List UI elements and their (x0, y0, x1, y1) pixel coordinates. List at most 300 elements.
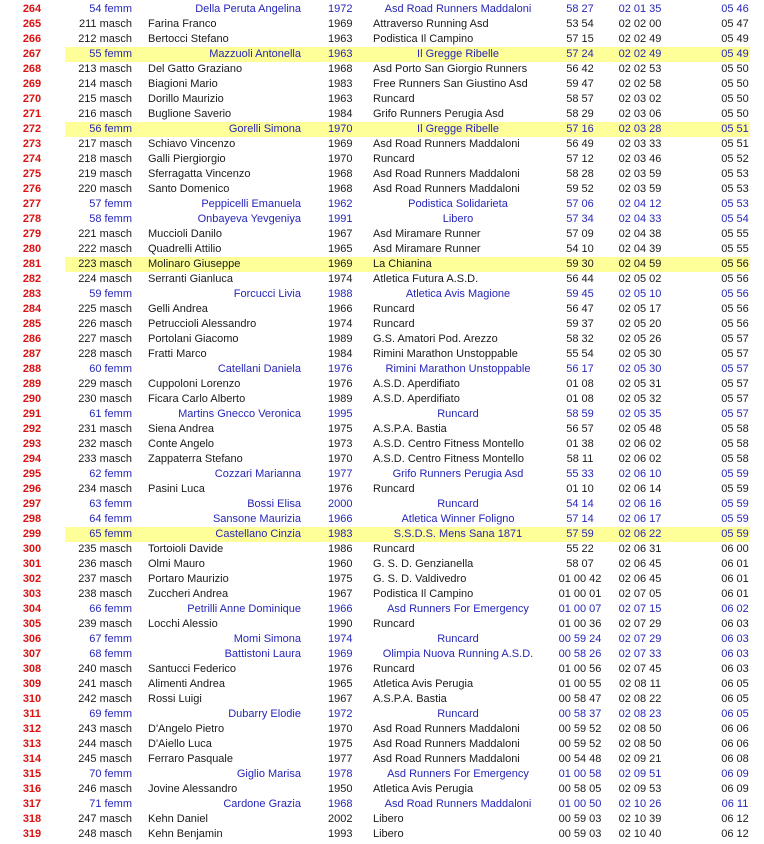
finish-time: 02 06 10 (618, 468, 662, 480)
birth-year: 1970 (328, 453, 353, 465)
result-row (0, 347, 764, 362)
athlete-name: Zappaterra Stefano (148, 453, 243, 465)
athlete-name: Galli Piergiorgio (148, 153, 226, 165)
birth-year: 1962 (328, 198, 353, 210)
category-rank: 238 masch (78, 588, 132, 600)
category-rank: 221 masch (78, 228, 132, 240)
athlete-name: Bossi Elisa (247, 498, 301, 510)
pace-per-km: 05 58 (721, 438, 749, 450)
result-row (0, 452, 764, 467)
birth-year: 1969 (328, 648, 353, 660)
overall-position: 313 (22, 738, 42, 750)
team-name: Podistica Il Campino (373, 33, 474, 45)
team-name: Runcard (373, 543, 415, 555)
birth-year: 1968 (328, 63, 353, 75)
overall-position: 272 (22, 123, 42, 135)
split-time: 00 58 26 (558, 648, 602, 660)
birth-year: 1967 (328, 228, 353, 240)
result-row (0, 47, 764, 62)
birth-year: 1990 (328, 618, 353, 630)
pace-per-km: 06 01 (721, 573, 749, 585)
finish-time: 02 01 35 (618, 3, 662, 15)
split-time: 55 22 (566, 543, 594, 555)
split-time: 00 59 52 (558, 738, 602, 750)
category-rank: 235 masch (78, 543, 132, 555)
pace-per-km: 05 59 (721, 483, 749, 495)
birth-year: 1983 (328, 528, 353, 540)
finish-time: 02 02 49 (618, 48, 662, 60)
team-name: Asd Road Runners Maddaloni (384, 3, 532, 15)
finish-time: 02 07 45 (618, 663, 662, 675)
finish-time: 02 05 30 (618, 363, 662, 375)
overall-position: 317 (22, 798, 42, 810)
finish-time: 02 05 31 (618, 378, 662, 390)
team-name: Runcard (437, 633, 479, 645)
split-time: 57 15 (566, 33, 594, 45)
finish-time: 02 05 10 (618, 288, 662, 300)
finish-time: 02 07 29 (618, 618, 662, 630)
category-rank: 58 femm (89, 213, 132, 225)
finish-time: 02 08 11 (618, 678, 661, 690)
birth-year: 1995 (328, 408, 353, 420)
overall-position: 282 (22, 273, 42, 285)
overall-position: 290 (22, 393, 42, 405)
pace-per-km: 05 53 (721, 198, 749, 210)
result-row (0, 227, 764, 242)
overall-position: 293 (22, 438, 42, 450)
split-time: 01 00 07 (558, 603, 602, 615)
overall-position: 299 (22, 528, 42, 540)
overall-position: 305 (22, 618, 42, 630)
pace-per-km: 05 57 (721, 393, 749, 405)
category-rank: 59 femm (89, 288, 132, 300)
category-rank: 60 femm (89, 363, 132, 375)
split-time: 00 59 03 (558, 813, 602, 825)
team-name: S.S.D.S. Mens Sana 1871 (393, 528, 523, 540)
athlete-name: Buglione Saverio (148, 108, 232, 120)
category-rank: 225 masch (78, 303, 132, 315)
athlete-name: Muccioli Danilo (148, 228, 222, 240)
finish-time: 02 03 33 (618, 138, 662, 150)
pace-per-km: 05 49 (721, 33, 749, 45)
birth-year: 1977 (328, 468, 353, 480)
birth-year: 1970 (328, 123, 353, 135)
birth-year: 1976 (328, 363, 353, 375)
split-time: 01 00 56 (558, 663, 602, 675)
category-rank: 229 masch (78, 378, 132, 390)
birth-year: 1974 (328, 318, 353, 330)
overall-position: 280 (22, 243, 42, 255)
birth-year: 1963 (328, 93, 353, 105)
overall-position: 266 (22, 33, 42, 45)
finish-time: 02 10 39 (618, 813, 662, 825)
category-rank: 67 femm (89, 633, 132, 645)
overall-position: 298 (22, 513, 42, 525)
result-row (0, 362, 764, 377)
team-name: Asd Porto San Giorgio Runners (373, 63, 528, 75)
birth-year: 1984 (328, 108, 353, 120)
split-time: 01 08 (566, 378, 594, 390)
birth-year: 1968 (328, 798, 353, 810)
split-time: 58 59 (566, 408, 594, 420)
split-time: 01 00 01 (558, 588, 602, 600)
finish-time: 02 08 22 (618, 693, 662, 705)
athlete-name: Gelli Andrea (148, 303, 208, 315)
split-time: 01 10 (566, 483, 594, 495)
athlete-name: Quadrelli Attilio (148, 243, 222, 255)
result-row (0, 407, 764, 422)
team-name: Asd Road Runners Maddaloni (384, 798, 532, 810)
pace-per-km: 06 09 (721, 783, 749, 795)
overall-position: 300 (22, 543, 42, 555)
category-rank: 241 masch (78, 678, 132, 690)
team-name: Runcard (373, 303, 415, 315)
category-rank: 226 masch (78, 318, 132, 330)
team-name: G. S. D. Genzianella (373, 558, 474, 570)
split-time: 57 24 (566, 48, 594, 60)
athlete-name: Molinaro Giuseppe (148, 258, 241, 270)
category-rank: 57 femm (89, 198, 132, 210)
split-time: 01 00 55 (558, 678, 602, 690)
category-rank: 244 masch (78, 738, 132, 750)
pace-per-km: 05 56 (721, 303, 749, 315)
category-rank: 213 masch (78, 63, 132, 75)
overall-position: 304 (22, 603, 42, 615)
pace-per-km: 05 51 (721, 123, 749, 135)
result-row (0, 737, 764, 752)
result-row (0, 302, 764, 317)
birth-year: 1993 (328, 828, 353, 840)
pace-per-km: 05 57 (721, 408, 749, 420)
pace-per-km: 05 57 (721, 348, 749, 360)
team-name: Asd Miramare Runner (373, 228, 481, 240)
result-row (0, 632, 764, 647)
team-name: Asd Runners For Emergency (387, 603, 529, 615)
overall-position: 296 (22, 483, 42, 495)
split-time: 00 58 47 (558, 693, 602, 705)
team-name: Runcard (373, 153, 415, 165)
team-name: Libero (442, 213, 474, 225)
finish-time: 02 02 58 (618, 78, 662, 90)
result-row (0, 392, 764, 407)
pace-per-km: 05 53 (721, 168, 749, 180)
athlete-name: Rossi Luigi (148, 693, 202, 705)
split-time: 57 16 (566, 123, 594, 135)
result-row (0, 137, 764, 152)
birth-year: 1966 (328, 603, 353, 615)
athlete-name: Martins Gnecco Veronica (178, 408, 301, 420)
finish-time: 02 05 48 (618, 423, 662, 435)
split-time: 56 57 (566, 423, 594, 435)
category-rank: 216 masch (78, 108, 132, 120)
category-rank: 218 masch (78, 153, 132, 165)
split-time: 01 00 50 (558, 798, 602, 810)
category-rank: 219 masch (78, 168, 132, 180)
result-row (0, 812, 764, 827)
overall-position: 308 (22, 663, 42, 675)
split-time: 58 29 (566, 108, 594, 120)
team-name: Asd Road Runners Maddaloni (373, 183, 520, 195)
overall-position: 319 (22, 828, 42, 840)
result-row (0, 707, 764, 722)
finish-time: 02 05 20 (618, 318, 662, 330)
birth-year: 1989 (328, 333, 353, 345)
result-row (0, 107, 764, 122)
pace-per-km: 06 02 (721, 603, 749, 615)
finish-time: 02 05 35 (618, 408, 662, 420)
athlete-name: Zuccheri Andrea (148, 588, 229, 600)
result-row (0, 287, 764, 302)
pace-per-km: 05 57 (721, 378, 749, 390)
birth-year: 1968 (328, 168, 353, 180)
result-row (0, 767, 764, 782)
pace-per-km: 06 05 (721, 693, 749, 705)
result-row (0, 332, 764, 347)
finish-time: 02 02 49 (618, 33, 662, 45)
overall-position: 281 (22, 258, 42, 270)
finish-time: 02 04 38 (618, 228, 662, 240)
pace-per-km: 05 49 (721, 48, 749, 60)
athlete-name: Pasini Luca (148, 483, 205, 495)
overall-position: 306 (22, 633, 42, 645)
split-time: 56 49 (566, 138, 594, 150)
pace-per-km: 05 59 (721, 498, 749, 510)
overall-position: 301 (22, 558, 42, 570)
team-name: Runcard (373, 318, 415, 330)
result-row (0, 557, 764, 572)
category-rank: 212 masch (78, 33, 132, 45)
overall-position: 273 (22, 138, 42, 150)
finish-time: 02 04 33 (618, 213, 662, 225)
birth-year: 1972 (328, 3, 353, 15)
result-row (0, 422, 764, 437)
birth-year: 1969 (328, 138, 353, 150)
split-time: 58 07 (566, 558, 594, 570)
birth-year: 1991 (328, 213, 353, 225)
athlete-name: Castellano Cinzia (215, 528, 301, 540)
team-name: Libero (373, 813, 404, 825)
result-row (0, 602, 764, 617)
split-time: 00 59 24 (558, 633, 602, 645)
team-name: La Chianina (373, 258, 432, 270)
category-rank: 56 femm (89, 123, 132, 135)
birth-year: 1970 (328, 153, 353, 165)
athlete-name: Dubarry Elodie (228, 708, 301, 720)
result-row (0, 587, 764, 602)
result-row (0, 797, 764, 812)
overall-position: 279 (22, 228, 42, 240)
athlete-name: Siena Andrea (148, 423, 215, 435)
split-time: 56 17 (566, 363, 594, 375)
result-row (0, 377, 764, 392)
split-time: 00 59 52 (558, 723, 602, 735)
overall-position: 286 (22, 333, 42, 345)
athlete-name: Cozzari Marianna (214, 468, 301, 480)
athlete-name: Alimenti Andrea (148, 678, 226, 690)
athlete-name: Petrilli Anne Dominique (187, 603, 301, 615)
pace-per-km: 05 50 (721, 63, 749, 75)
overall-position: 275 (22, 168, 42, 180)
results-table (0, 2, 764, 842)
result-row (0, 197, 764, 212)
birth-year: 2002 (328, 813, 353, 825)
team-name: Runcard (437, 708, 479, 720)
category-rank: 232 masch (78, 438, 132, 450)
finish-time: 02 04 39 (618, 243, 662, 255)
result-row (0, 482, 764, 497)
category-rank: 211 masch (79, 18, 132, 30)
split-time: 54 14 (566, 498, 594, 510)
finish-time: 02 10 40 (618, 828, 662, 840)
pace-per-km: 05 52 (721, 153, 749, 165)
pace-per-km: 05 54 (721, 213, 749, 225)
finish-time: 02 03 02 (618, 93, 662, 105)
finish-time: 02 07 33 (618, 648, 662, 660)
category-rank: 61 femm (89, 408, 132, 420)
split-time: 57 12 (566, 153, 594, 165)
pace-per-km: 05 46 (721, 3, 749, 15)
finish-time: 02 02 53 (618, 63, 662, 75)
athlete-name: Sferragatta Vincenzo (148, 168, 251, 180)
result-row (0, 122, 764, 137)
result-row (0, 77, 764, 92)
split-time: 01 00 36 (558, 618, 602, 630)
athlete-name: Dorillo Maurizio (148, 93, 224, 105)
finish-time: 02 03 46 (618, 153, 662, 165)
category-rank: 242 masch (78, 693, 132, 705)
finish-time: 02 06 02 (618, 453, 662, 465)
category-rank: 217 masch (78, 138, 132, 150)
category-rank: 228 masch (78, 348, 132, 360)
team-name: Rimini Marathon Unstoppable (373, 348, 518, 360)
finish-time: 02 08 50 (618, 723, 662, 735)
finish-time: 02 08 23 (618, 708, 662, 720)
split-time: 01 08 (566, 393, 594, 405)
athlete-name: Cardone Grazia (223, 798, 301, 810)
athlete-name: Jovine Alessandro (148, 783, 238, 795)
category-rank: 231 masch (78, 423, 132, 435)
result-row (0, 692, 764, 707)
pace-per-km: 05 59 (721, 528, 749, 540)
finish-time: 02 06 14 (618, 483, 662, 495)
pace-per-km: 05 59 (721, 513, 749, 525)
athlete-name: Portaro Maurizio (148, 573, 229, 585)
result-row (0, 2, 764, 17)
split-time: 59 45 (566, 288, 594, 300)
athlete-name: Onbayeva Yevgeniya (197, 213, 301, 225)
split-time: 58 57 (566, 93, 594, 105)
pace-per-km: 06 03 (721, 633, 749, 645)
pace-per-km: 06 05 (721, 678, 749, 690)
split-time: 59 30 (566, 258, 594, 270)
team-name: A.S.D. Aperdifiato (373, 393, 460, 405)
birth-year: 1970 (328, 723, 353, 735)
pace-per-km: 05 50 (721, 93, 749, 105)
birth-year: 1983 (328, 78, 353, 90)
overall-position: 310 (22, 693, 42, 705)
result-row (0, 257, 764, 272)
team-name: Free Runners San Giustino Asd (373, 78, 528, 90)
split-time: 55 33 (566, 468, 594, 480)
athlete-name: Del Gatto Graziano (148, 63, 243, 75)
team-name: Il Gregge Ribelle (417, 123, 499, 135)
category-rank: 224 masch (78, 273, 132, 285)
pace-per-km: 06 12 (721, 828, 749, 840)
pace-per-km: 06 12 (721, 813, 749, 825)
split-time: 55 54 (566, 348, 594, 360)
split-time: 56 42 (566, 63, 594, 75)
pace-per-km: 06 08 (721, 753, 749, 765)
pace-per-km: 05 53 (721, 183, 749, 195)
athlete-name: Kehn Daniel (148, 813, 208, 825)
athlete-name: Biagioni Mario (148, 78, 218, 90)
category-rank: 227 masch (78, 333, 132, 345)
pace-per-km: 05 51 (721, 138, 749, 150)
birth-year: 1960 (328, 558, 353, 570)
result-row (0, 272, 764, 287)
team-name: Asd Road Runners Maddaloni (373, 723, 520, 735)
result-row (0, 92, 764, 107)
finish-time: 02 09 51 (618, 768, 662, 780)
category-rank: 68 femm (89, 648, 132, 660)
split-time: 58 27 (566, 3, 594, 15)
category-rank: 64 femm (89, 513, 132, 525)
birth-year: 2000 (328, 498, 353, 510)
result-row (0, 512, 764, 527)
pace-per-km: 06 05 (721, 708, 749, 720)
team-name: Asd Road Runners Maddaloni (373, 753, 520, 765)
category-rank: 245 masch (78, 753, 132, 765)
finish-time: 02 09 21 (618, 753, 662, 765)
overall-position: 269 (22, 78, 42, 90)
team-name: Atletica Avis Magione (405, 288, 511, 300)
finish-time: 02 06 22 (618, 528, 662, 540)
result-row (0, 32, 764, 47)
result-row (0, 827, 764, 842)
athlete-name: D'Aiello Luca (148, 738, 212, 750)
birth-year: 1989 (328, 393, 353, 405)
overall-position: 265 (22, 18, 42, 30)
athlete-name: Forcucci Livia (233, 288, 301, 300)
athlete-name: Ferraro Pasquale (148, 753, 233, 765)
athlete-name: Tortoioli Davide (148, 543, 224, 555)
overall-position: 284 (22, 303, 42, 315)
birth-year: 1976 (328, 663, 353, 675)
pace-per-km: 05 56 (721, 258, 749, 270)
finish-time: 02 06 45 (618, 573, 662, 585)
pace-per-km: 05 47 (721, 18, 749, 30)
overall-position: 277 (22, 198, 42, 210)
result-row (0, 572, 764, 587)
category-rank: 246 masch (78, 783, 132, 795)
team-name: Grifo Runners Perugia Asd (373, 108, 504, 120)
team-name: Attraverso Running Asd (373, 18, 489, 30)
split-time: 01 00 58 (558, 768, 602, 780)
overall-position: 288 (22, 363, 42, 375)
category-rank: 66 femm (89, 603, 132, 615)
finish-time: 02 03 28 (618, 123, 662, 135)
finish-time: 02 05 02 (618, 273, 662, 285)
split-time: 59 37 (566, 318, 594, 330)
team-name: Atletica Futura A.S.D. (373, 273, 479, 285)
finish-time: 02 08 50 (618, 738, 662, 750)
team-name: Podistica Solidarieta (408, 198, 508, 210)
birth-year: 1976 (328, 483, 353, 495)
overall-position: 318 (22, 813, 42, 825)
result-row (0, 317, 764, 332)
team-name: Asd Road Runners Maddaloni (373, 168, 520, 180)
athlete-name: Della Peruta Angelina (195, 3, 301, 15)
